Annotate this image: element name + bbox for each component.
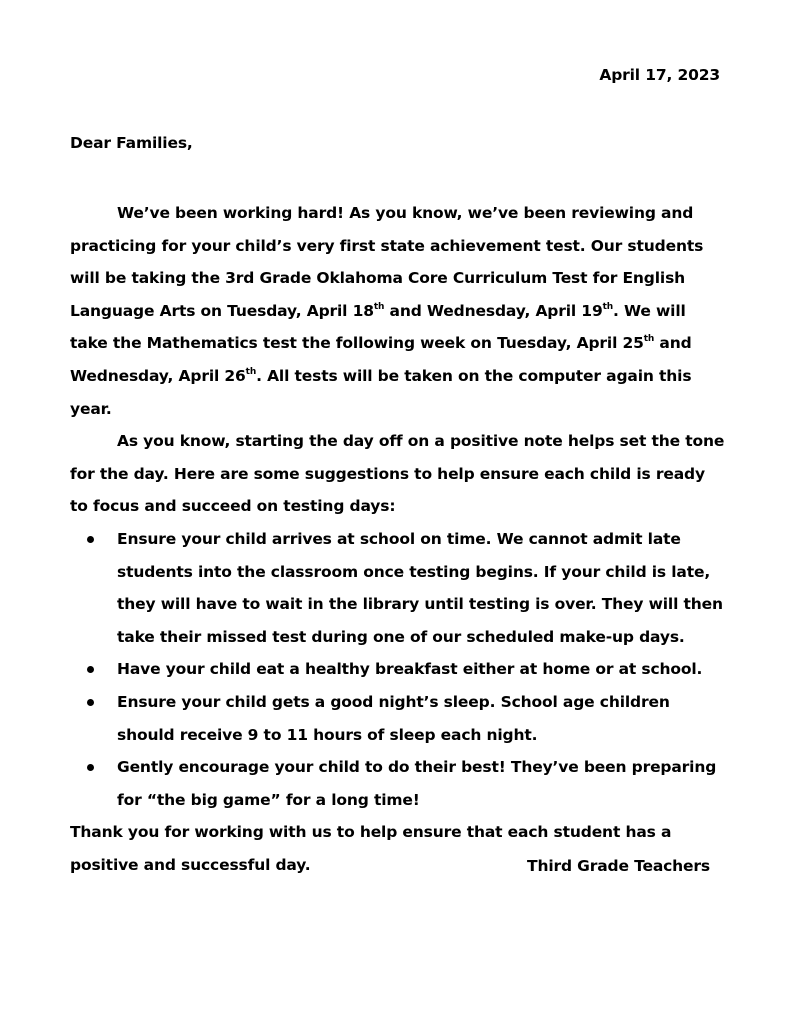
paragraph1-text-2: and Wednesday, April 19 (384, 301, 603, 320)
ordinal-suffix: th (602, 301, 613, 312)
letter-date: April 17, 2023 (599, 66, 720, 84)
paragraph1-text-1: We’ve been working hard! As you know, we’ve been reviewing and practicing for your child’s very first state achievement test. Our students will be taking the 3rd Grade Oklahoma Core Curriculum Test for English Language Arts on Tuesday, April 18 (70, 204, 704, 320)
bullet-icon (87, 666, 94, 673)
list-item-text: Ensure your child arrives at school on time. We cannot admit late students into the classroom once testing begins. If your child is late, they will have to wait in the library until testing is over. They will then take their missed test during one of our scheduled make-up days. (117, 529, 723, 646)
signature: Third Grade Teachers (527, 857, 710, 875)
list-item (70, 686, 725, 751)
ordinal-suffix: th (643, 334, 655, 345)
list-item (70, 751, 725, 816)
ordinal-suffix: th (373, 301, 385, 312)
list-item (70, 523, 725, 653)
suggestions-list (70, 523, 725, 816)
ordinal-suffix: th (245, 366, 257, 377)
salutation: Dear Families, (70, 134, 193, 152)
paragraph1-text-4: and Wednesday, April 26 (70, 334, 692, 385)
paragraph-test-schedule (70, 197, 725, 425)
bullet-icon (87, 764, 94, 771)
list-item (70, 653, 725, 686)
paragraph-suggestions: As you know, starting the day off on a positive note helps set the tone for the day. Here are some suggestions to help ensure each child is ready to focus and succeed on testing days: (70, 432, 725, 516)
list-item-text: Ensure your child gets a good night’s sleep. School age children should receive 9 to 11 hours of sleep each night. (117, 692, 670, 744)
paragraph1-text-3: . We will take the Mathematics test the following week on Tuesday, April 25 (70, 301, 686, 353)
bullet-icon (87, 536, 94, 543)
closing-paragraph: Thank you for working with us to help ensure that each student has a positive and successful day. (70, 823, 672, 874)
list-item-text: Have your child eat a healthy breakfast either at home or at school. (117, 660, 703, 679)
bullet-icon (87, 699, 94, 706)
paragraph1-text-5: . All tests will be taken on the computer again this year. (70, 366, 692, 418)
letter-body (70, 197, 725, 881)
list-item-text: Gently encourage your child to do their best! They’ve been preparing for “the big game” for a long time! (117, 758, 717, 809)
